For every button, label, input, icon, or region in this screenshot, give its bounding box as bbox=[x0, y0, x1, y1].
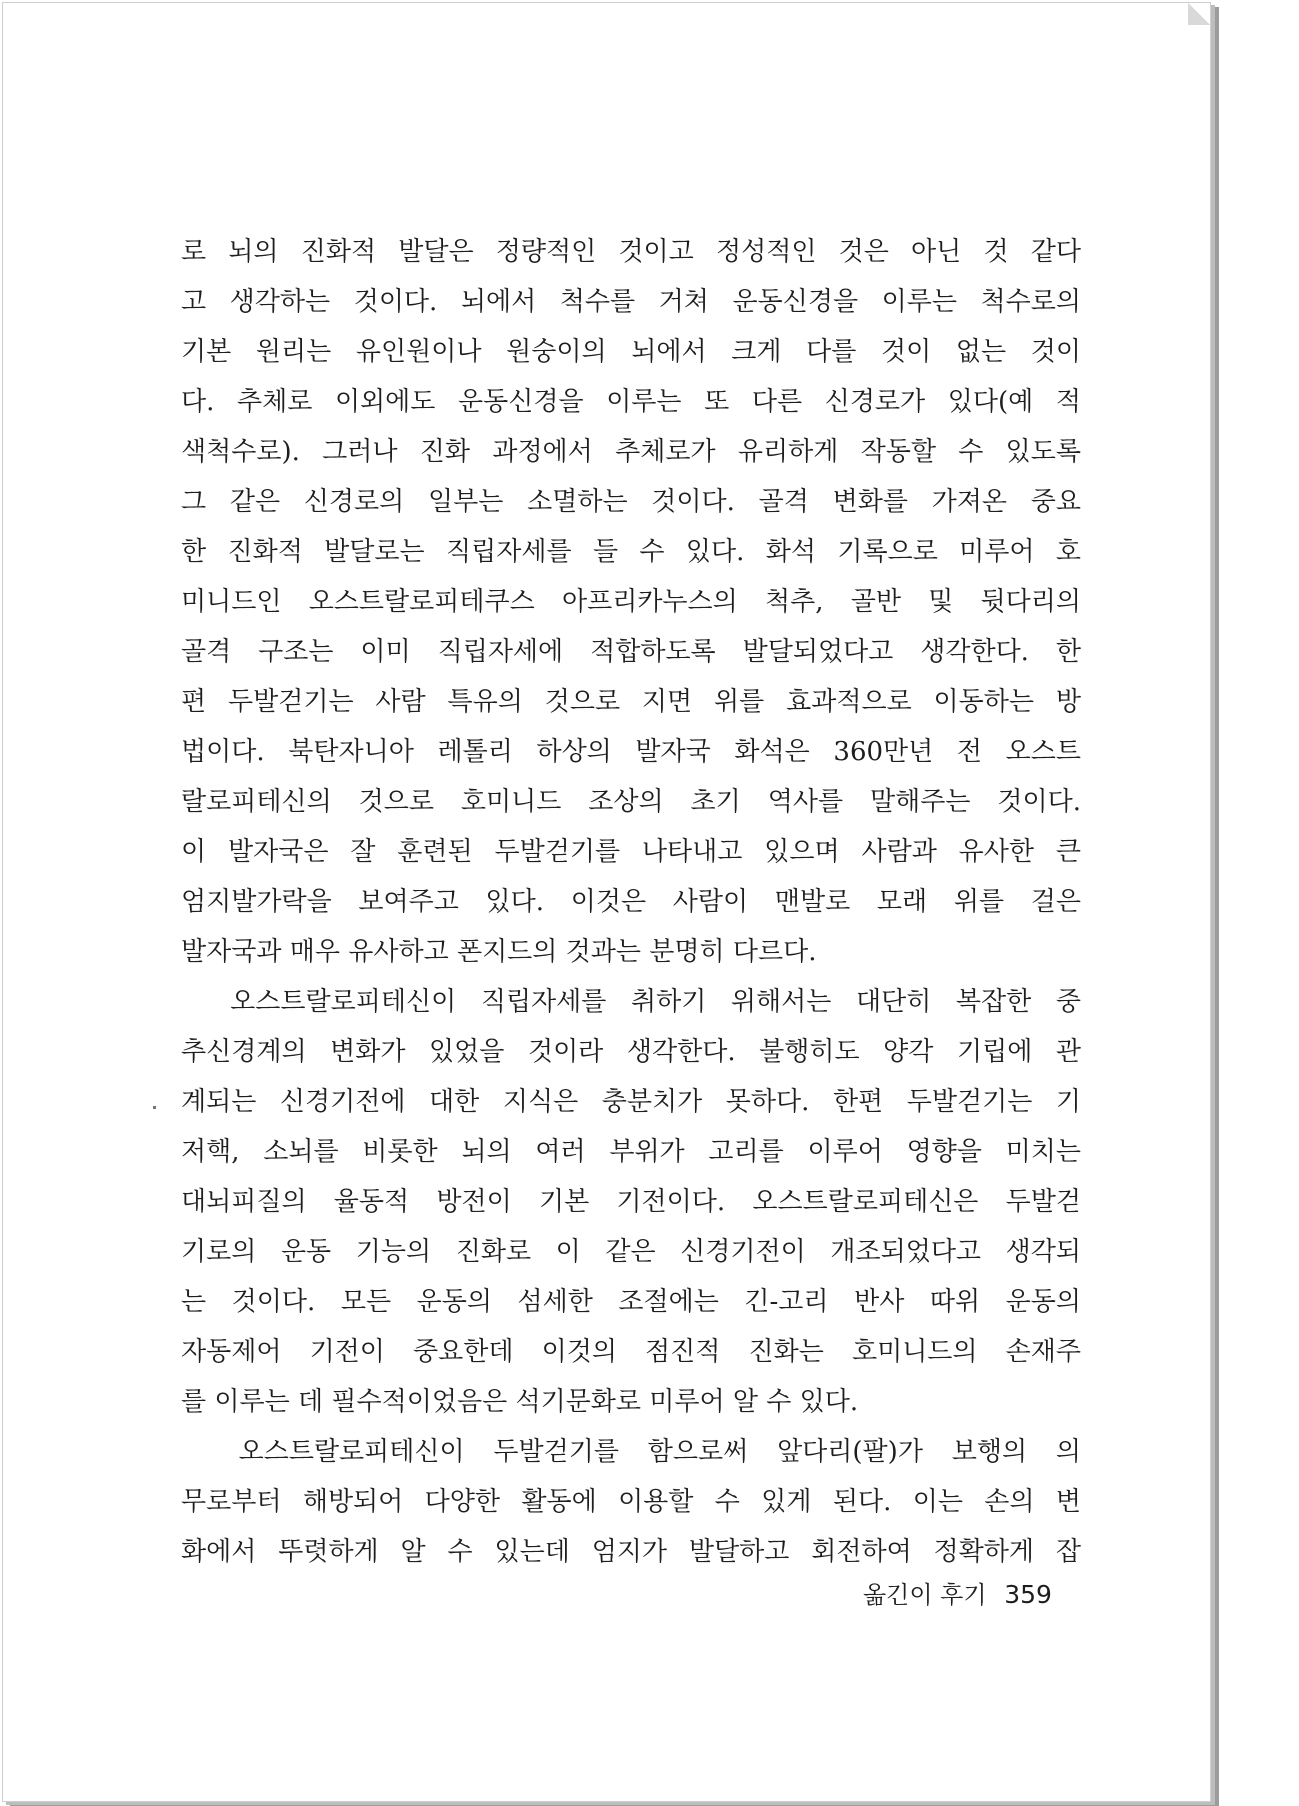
text-line: 대뇌피질의 율동적 방전이 기본 기전이다. 오스트랄로피테신은 두발걷 bbox=[181, 1187, 1081, 1217]
text-line: 계되는 신경기전에 대한 지식은 충분치가 못하다. 한편 두발걷기는 기 bbox=[181, 1087, 1081, 1117]
running-head-title: 옮긴이 후기 bbox=[863, 1581, 987, 1609]
text-line: 추신경계의 변화가 있었을 것이라 생각한다. 불행히도 양각 기립에 관 bbox=[181, 1037, 1081, 1067]
text-line: 랄로피테신의 것으로 호미니드 조상의 초기 역사를 말해주는 것이다. bbox=[181, 787, 1081, 817]
text-line: 오스트랄로피테신이 직립자세를 취하기 위해서는 대단히 복잡한 중 bbox=[181, 987, 1081, 1017]
text-line: 다. 추체로 이외에도 운동신경을 이루는 또 다른 신경로가 있다(예 적 bbox=[181, 387, 1081, 417]
page-curl bbox=[1188, 3, 1210, 25]
page-body bbox=[181, 227, 1081, 1577]
text-line: 색척수로). 그러나 진화 과정에서 추체로가 유리하게 작동할 수 있도록 bbox=[181, 437, 1081, 467]
text-line: 무로부터 해방되어 다양한 활동에 이용할 수 있게 된다. 이는 손의 변 bbox=[181, 1487, 1081, 1517]
text-line: 편 두발걷기는 사람 특유의 것으로 지면 위를 효과적으로 이동하는 방 bbox=[181, 687, 1081, 717]
text-line: 화에서 뚜렷하게 알 수 있는데 엄지가 발달하고 회전하여 정확하게 잡 bbox=[181, 1537, 1081, 1567]
text-line: 고 생각하는 것이다. 뇌에서 척수를 거쳐 운동신경을 이루는 척수로의 bbox=[181, 287, 1081, 317]
text-line: 발자국과 매우 유사하고 폰지드의 것과는 분명히 다르다. bbox=[181, 937, 817, 967]
text-line: 는 것이다. 모든 운동의 섬세한 조절에는 긴-고리 반사 따위 운동의 bbox=[181, 1287, 1081, 1317]
text-line: 오스트랄로피테신이 두발걷기를 함으로써 앞다리(팔)가 보행의 의 bbox=[181, 1437, 1081, 1467]
text-line: 자동제어 기전이 중요한데 이것의 점진적 진화는 호미니드의 손재주 bbox=[181, 1337, 1081, 1367]
text-line: 이 발자국은 잘 훈련된 두발걷기를 나타내고 있으며 사람과 유사한 큰 bbox=[181, 837, 1081, 867]
text-line: 로 뇌의 진화적 발달은 정량적인 것이고 정성적인 것은 아닌 것 같다 bbox=[181, 237, 1081, 267]
text-line: 를 이루는 데 필수적이었음은 석기문화로 미루어 알 수 있다. bbox=[181, 1387, 859, 1417]
text-line: 엄지발가락을 보여주고 있다. 이것은 사람이 맨발로 모래 위를 걸은 bbox=[181, 887, 1081, 917]
scan-speck bbox=[153, 1106, 156, 1109]
text-line: 법이다. 북탄자니아 레톨리 하상의 발자국 화석은 360만년 전 오스트 bbox=[181, 737, 1081, 767]
text-line: 미니드인 오스트랄로피테쿠스 아프리카누스의 척추, 골반 및 뒷다리의 bbox=[181, 587, 1081, 617]
page-number: 359 bbox=[1004, 1580, 1052, 1609]
text-line: 골격 구조는 이미 직립자세에 적합하도록 발달되었다고 생각한다. 한 bbox=[181, 637, 1081, 667]
page-footer bbox=[863, 1575, 1052, 1615]
book-page bbox=[2, 2, 1211, 1802]
text-line: 그 같은 신경로의 일부는 소멸하는 것이다. 골격 변화를 가져온 중요 bbox=[181, 487, 1081, 517]
text-line: 기본 원리는 유인원이나 원숭이의 뇌에서 크게 다를 것이 없는 것이 bbox=[181, 337, 1081, 367]
text-line: 저핵, 소뇌를 비롯한 뇌의 여러 부위가 고리를 이루어 영향을 미치는 bbox=[181, 1137, 1081, 1167]
text-line: 한 진화적 발달로는 직립자세를 들 수 있다. 화석 기록으로 미루어 호 bbox=[181, 537, 1081, 567]
text-line: 기로의 운동 기능의 진화로 이 같은 신경기전이 개조되었다고 생각되 bbox=[181, 1237, 1081, 1267]
